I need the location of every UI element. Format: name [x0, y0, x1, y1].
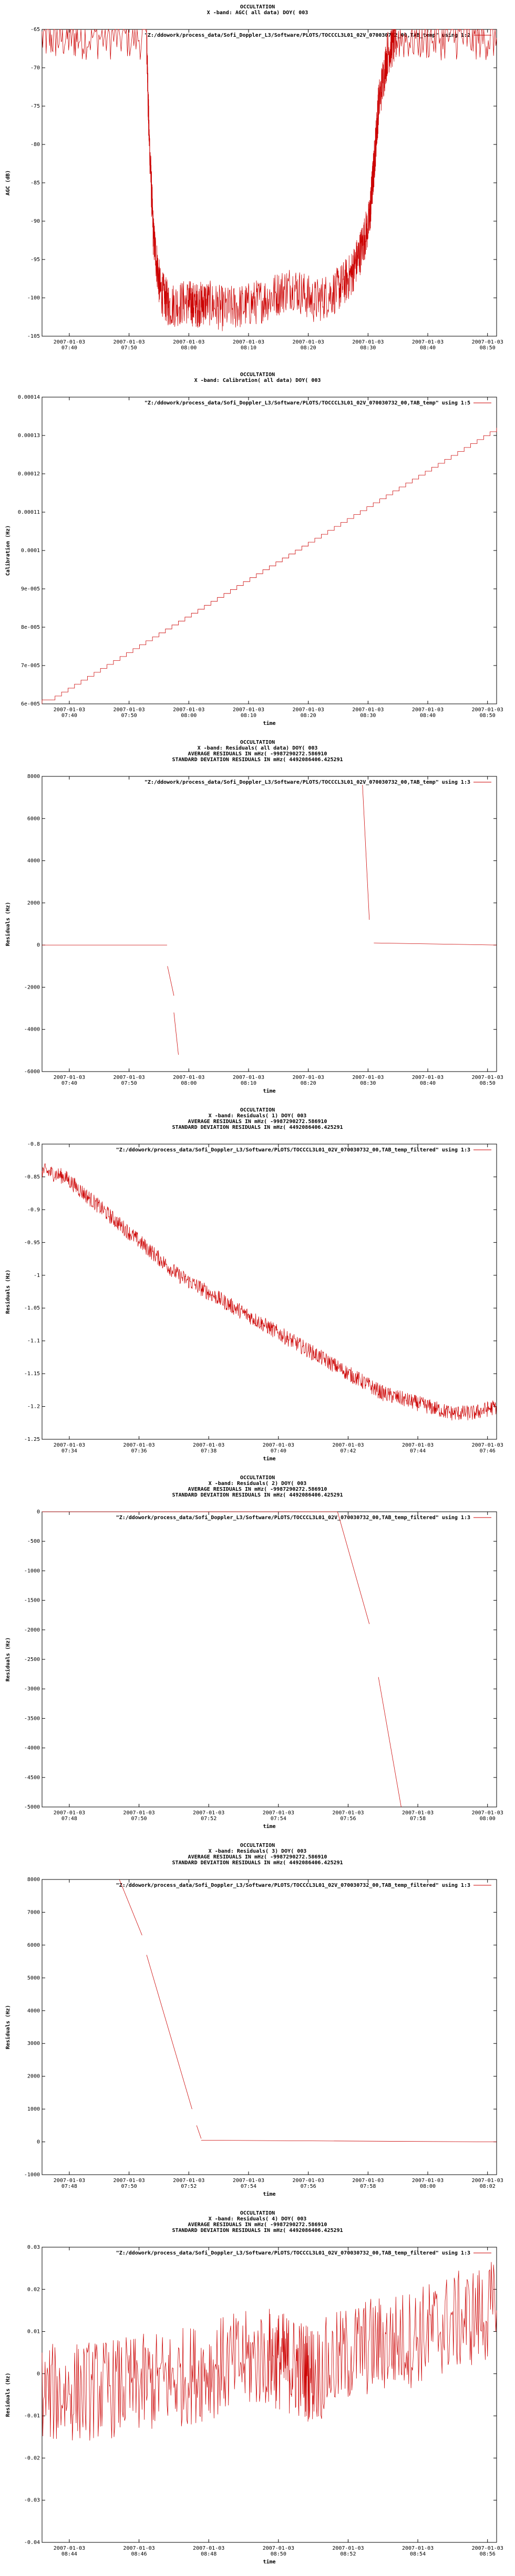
- x-tick-label: 07:40: [61, 713, 77, 719]
- chart-title-line: OCCULTATION: [240, 1843, 275, 1848]
- x-tick-label: 08:40: [419, 345, 436, 351]
- data-series: [42, 1164, 497, 1420]
- y-tick-label: 6000: [27, 1942, 40, 1948]
- y-tick-label: -1: [33, 1272, 40, 1279]
- x-tick-label: 2007-01-03: [53, 707, 86, 713]
- x-tick-label: 2007-01-03: [262, 1442, 294, 1448]
- y-axis-label: Residuals (Hz): [5, 2004, 11, 2050]
- y-tick-label: 0: [36, 942, 40, 949]
- x-tick-label: 08:52: [340, 2551, 356, 2557]
- chart-calibration: [0, 368, 515, 735]
- x-tick-label: 2007-01-03: [401, 1442, 434, 1448]
- x-tick-label: 08:40: [419, 1081, 436, 1086]
- y-tick-label: 0.00012: [17, 471, 40, 477]
- x-tick-label: 2007-01-03: [352, 339, 384, 345]
- chart-title-line: AVERAGE RESIDUALS IN mHz( -9987290272.586910: [188, 751, 327, 757]
- x-tick-label: 2007-01-03: [113, 339, 145, 345]
- y-tick-label: -105: [27, 334, 40, 339]
- chart-svg: [0, 735, 515, 1103]
- y-tick-label: -3000: [24, 1686, 40, 1692]
- x-tick-label: 08:54: [410, 2551, 426, 2557]
- x-tick-label: 08:10: [240, 713, 257, 719]
- y-tick-label: -1.2: [27, 1404, 40, 1410]
- x-tick-label: 2007-01-03: [332, 1810, 364, 1816]
- x-tick-label: 08:46: [131, 2551, 147, 2557]
- x-axis-label: time: [263, 2559, 276, 2565]
- x-tick-label: 07:54: [270, 1816, 286, 1822]
- y-tick-label: 0.02: [27, 2287, 40, 2293]
- plot-frame: [42, 776, 497, 1072]
- y-tick-label: -4000: [24, 1745, 40, 1751]
- legend-label: "Z:/ddowork/process_data/Sofi_Doppler_L3/Software/PLOTS/TOCCCL3L01_02V_070030732_00,TAB_temp" using 1:5: [144, 400, 470, 406]
- x-axis-label: time: [263, 721, 276, 726]
- x-tick-label: 2007-01-03: [471, 707, 503, 713]
- x-tick-label: 2007-01-03: [292, 339, 324, 345]
- data-segment-1: [168, 966, 174, 995]
- y-tick-label: -0.85: [24, 1174, 40, 1180]
- y-tick-label: -2000: [24, 984, 40, 991]
- x-tick-label: 2007-01-03: [411, 1075, 444, 1081]
- x-tick-label: 2007-01-03: [173, 707, 205, 713]
- x-tick-label: 2007-01-03: [262, 2546, 294, 2551]
- y-tick-label: -4500: [24, 1774, 40, 1781]
- x-tick-label: 2007-01-03: [411, 2178, 444, 2184]
- x-tick-label: 07:40: [270, 1448, 286, 1454]
- chart-title-line: STANDARD DEVIATION RESIDUALS IN mHz( 4492086406.425291: [172, 2228, 343, 2234]
- data-segment-2: [174, 1013, 179, 1055]
- chart-title-line: AVERAGE RESIDUALS IN mHz( -9987290272.586910: [188, 2222, 327, 2228]
- x-tick-label: 08:50: [479, 1081, 496, 1086]
- legend-label: "Z:/ddowork/process_data/Sofi_Doppler_L3/Software/PLOTS/TOCCCL3L01_02V_070030732_00,TAB_temp_filtered" using 1:3: [116, 1883, 470, 1888]
- x-tick-label: 2007-01-03: [113, 707, 145, 713]
- x-tick-label: 07:52: [201, 1816, 217, 1822]
- data-series: [42, 2262, 497, 2440]
- x-tick-label: 08:00: [419, 2184, 436, 2189]
- data-segment-3: [201, 2140, 497, 2142]
- x-tick-label: 2007-01-03: [173, 2178, 205, 2184]
- y-tick-label: -90: [30, 219, 40, 224]
- y-tick-label: -65: [30, 27, 40, 33]
- y-tick-label: 0: [36, 2371, 40, 2377]
- y-tick-label: 5000: [27, 1975, 40, 1981]
- x-tick-label: 07:58: [360, 2184, 376, 2189]
- x-tick-label: 08:00: [181, 345, 197, 351]
- data-series: [42, 29, 497, 331]
- x-tick-label: 2007-01-03: [53, 2546, 86, 2551]
- chart-title-line: X -band: Residuals( 2) DOY( 003: [208, 1481, 307, 1487]
- x-tick-label: 08:50: [270, 2551, 286, 2557]
- x-tick-label: 2007-01-03: [53, 1075, 86, 1081]
- x-tick-label: 2007-01-03: [173, 339, 205, 345]
- y-axis-label: Residuals (Hz): [5, 1269, 11, 1314]
- chart-title-line: X -band: Residuals( all data) DOY( 003: [197, 745, 318, 751]
- y-tick-label: -1000: [24, 1568, 40, 1574]
- x-tick-label: 2007-01-03: [471, 2178, 503, 2184]
- x-tick-label: 2007-01-03: [332, 1442, 364, 1448]
- chart-title-line: OCCULTATION: [240, 1475, 275, 1481]
- plot-frame: [42, 1144, 497, 1439]
- y-tick-label: -0.04: [24, 2540, 40, 2546]
- y-tick-label: -2000: [24, 1627, 40, 1633]
- y-axis-label: Residuals (Hz): [5, 1637, 11, 1682]
- plot-frame: [42, 2247, 497, 2542]
- y-tick-label: 0.00013: [17, 433, 40, 439]
- x-tick-label: 2007-01-03: [292, 1075, 324, 1081]
- chart-residuals-all: [0, 735, 515, 1103]
- x-tick-label: 07:56: [340, 1816, 356, 1822]
- chart-svg: [0, 368, 515, 735]
- plot-frame: [42, 29, 497, 336]
- x-tick-label: 2007-01-03: [471, 1810, 503, 1816]
- chart-title-line: STANDARD DEVIATION RESIDUALS IN mHz( 4492086406.425291: [172, 1860, 343, 1866]
- x-axis-label: time: [263, 1824, 276, 1830]
- x-tick-label: 07:56: [300, 2184, 316, 2189]
- chart-title-line: STANDARD DEVIATION RESIDUALS IN mHz( 4492086406.425291: [172, 757, 343, 763]
- x-tick-label: 2007-01-03: [471, 339, 503, 345]
- chart-title-line: X -band: Residuals( 3) DOY( 003: [208, 1848, 307, 1854]
- x-tick-label: 08:56: [479, 2551, 496, 2557]
- y-tick-label: -70: [30, 65, 40, 71]
- chart-residuals-2: [0, 1471, 515, 1838]
- x-tick-label: 07:40: [61, 1081, 77, 1086]
- x-tick-label: 2007-01-03: [113, 2178, 145, 2184]
- chart-title-line: AVERAGE RESIDUALS IN mHz( -9987290272.586910: [188, 1119, 327, 1125]
- x-tick-label: 07:40: [61, 345, 77, 351]
- x-tick-label: 08:00: [181, 713, 197, 719]
- y-tick-label: -1.1: [27, 1338, 40, 1344]
- y-tick-label: -1.05: [24, 1305, 40, 1312]
- x-tick-label: 2007-01-03: [232, 2178, 265, 2184]
- x-tick-label: 2007-01-03: [113, 1075, 145, 1081]
- y-tick-label: -1.15: [24, 1371, 40, 1377]
- y-tick-label: 8e-005: [20, 625, 40, 630]
- y-axis-label: Calibration (Hz): [5, 525, 11, 576]
- x-tick-label: 07:48: [61, 1816, 77, 1822]
- y-tick-label: 4000: [27, 2008, 40, 2014]
- x-tick-label: 08:20: [300, 1081, 316, 1086]
- data-segment-2: [197, 2125, 201, 2138]
- x-tick-label: 2007-01-03: [232, 339, 265, 345]
- x-tick-label: 2007-01-03: [411, 339, 444, 345]
- x-tick-label: 2007-01-03: [471, 1075, 503, 1081]
- legend-label: "Z:/ddowork/process_data/Sofi_Doppler_L3/Software/PLOTS/TOCCCL3L01_02V_070030732_00,TAB_temp" using 1:3: [144, 780, 470, 785]
- chart-title-line: STANDARD DEVIATION RESIDUALS IN mHz( 4492086406.425291: [172, 1125, 343, 1130]
- x-tick-label: 2007-01-03: [53, 339, 86, 345]
- x-tick-label: 2007-01-03: [332, 2546, 364, 2551]
- y-tick-label: 4000: [27, 858, 40, 864]
- y-tick-label: -75: [30, 103, 40, 109]
- y-tick-label: 0.00011: [17, 510, 40, 515]
- x-tick-label: 2007-01-03: [292, 707, 324, 713]
- chart-title-line: AVERAGE RESIDUALS IN mHz( -9987290272.586910: [188, 1487, 327, 1492]
- x-tick-label: 2007-01-03: [193, 2546, 225, 2551]
- x-axis-label: time: [263, 1088, 276, 1094]
- y-tick-label: 7e-005: [20, 663, 40, 669]
- x-tick-label: 08:00: [181, 1081, 197, 1086]
- y-tick-label: -0.01: [24, 2413, 40, 2419]
- x-tick-label: 08:00: [479, 1816, 496, 1822]
- y-tick-label: 2000: [27, 900, 40, 906]
- y-tick-label: 0: [36, 2139, 40, 2145]
- chart-title-line: OCCULTATION: [240, 372, 275, 378]
- x-tick-label: 08:02: [479, 2184, 496, 2189]
- x-tick-label: 2007-01-03: [173, 1075, 205, 1081]
- legend-label: "Z:/ddowork/process_data/Sofi_Doppler_L3/Software/PLOTS/TOCCCL3L01_02V_070030732_00,TAB_temp_filtered" using 1:3: [116, 2250, 470, 2256]
- plot-frame: [42, 397, 497, 704]
- chart-title-line: OCCULTATION: [240, 740, 275, 745]
- x-tick-label: 08:50: [479, 713, 496, 719]
- x-tick-label: 08:20: [300, 345, 316, 351]
- data-segment-1: [337, 1512, 369, 1624]
- y-tick-label: 0.00014: [17, 394, 40, 400]
- x-tick-label: 07:48: [61, 2184, 77, 2189]
- x-axis-label: time: [263, 2191, 276, 2197]
- y-axis-label: Residuals (Hz): [5, 901, 11, 947]
- chart-title-line: OCCULTATION: [240, 1107, 275, 1113]
- x-tick-label: 07:50: [121, 345, 137, 351]
- x-tick-label: 2007-01-03: [53, 1442, 86, 1448]
- x-tick-label: 07:50: [121, 2184, 137, 2189]
- y-tick-label: 9e-005: [20, 586, 40, 592]
- x-tick-label: 08:30: [360, 1081, 376, 1086]
- y-tick-label: -100: [27, 295, 40, 301]
- y-tick-label: -6000: [24, 1069, 40, 1075]
- chart-title-line: STANDARD DEVIATION RESIDUALS IN mHz( 4492086406.425291: [172, 1492, 343, 1498]
- chart-svg: [0, 1471, 515, 1838]
- x-tick-label: 07:58: [410, 1816, 426, 1822]
- x-tick-label: 2007-01-03: [352, 1075, 384, 1081]
- chart-title-line: X -band: Residuals( 4) DOY( 003: [208, 2216, 307, 2222]
- chart-title-line: X -band: Residuals( 1) DOY( 003: [208, 1113, 307, 1119]
- x-tick-label: 07:44: [410, 1448, 426, 1454]
- x-tick-label: 08:30: [360, 345, 376, 351]
- x-tick-label: 2007-01-03: [471, 2546, 503, 2551]
- y-tick-label: -0.02: [24, 2455, 40, 2461]
- y-tick-label: 8000: [27, 1877, 40, 1883]
- legend-label: "Z:/ddowork/process_data/Sofi_Doppler_L3/Software/PLOTS/TOCCCL3L01_02V_070030732_00,TAB_temp" using 1:2: [144, 33, 470, 38]
- chart-svg: [0, 1103, 515, 1471]
- y-tick-label: 0.0001: [20, 548, 40, 554]
- x-tick-label: 08:44: [61, 2551, 77, 2557]
- y-tick-label: 3000: [27, 2041, 40, 2047]
- y-tick-label: 1000: [27, 2106, 40, 2113]
- legend-label: "Z:/ddowork/process_data/Sofi_Doppler_L3/Software/PLOTS/TOCCCL3L01_02V_070030732_00,TAB_temp_filtered" using 1:3: [116, 1515, 470, 1521]
- y-tick-label: -1.25: [24, 1437, 40, 1442]
- x-tick-label: 07:38: [201, 1448, 217, 1454]
- y-tick-label: -500: [27, 1539, 40, 1545]
- x-tick-label: 2007-01-03: [232, 707, 265, 713]
- x-tick-label: 2007-01-03: [53, 1810, 86, 1816]
- chart-residuals-4: [0, 2206, 515, 2574]
- x-tick-label: 2007-01-03: [471, 1442, 503, 1448]
- legend-label: "Z:/ddowork/process_data/Sofi_Doppler_L3/Software/PLOTS/TOCCCL3L01_02V_070030732_00,TAB_temp_filtered" using 1:3: [116, 1147, 470, 1153]
- y-tick-label: -2500: [24, 1657, 40, 1663]
- y-tick-label: 2000: [27, 2073, 40, 2080]
- x-tick-label: 08:10: [240, 1081, 257, 1086]
- x-tick-label: 07:52: [181, 2184, 197, 2189]
- x-tick-label: 2007-01-03: [262, 1810, 294, 1816]
- y-tick-label: -95: [30, 257, 40, 263]
- x-tick-label: 2007-01-03: [411, 707, 444, 713]
- y-tick-label: -85: [30, 180, 40, 186]
- x-tick-label: 2007-01-03: [401, 1810, 434, 1816]
- x-axis-label: time: [263, 1456, 276, 1462]
- chart-svg: [0, 1838, 515, 2206]
- x-tick-label: 08:48: [201, 2551, 217, 2557]
- plot-frame: [42, 1879, 497, 2175]
- chart-residuals-1: [0, 1103, 515, 1471]
- x-tick-label: 2007-01-03: [53, 2178, 86, 2184]
- y-tick-label: 0: [36, 1509, 40, 1515]
- x-tick-label: 08:20: [300, 713, 316, 719]
- data-segment-2: [378, 1677, 401, 1807]
- x-tick-label: 07:34: [61, 1448, 77, 1454]
- x-tick-label: 08:10: [240, 345, 257, 351]
- y-tick-label: 7000: [27, 1909, 40, 1916]
- chart-residuals-3: [0, 1838, 515, 2206]
- x-tick-label: 07:50: [121, 1081, 137, 1086]
- x-tick-label: 08:40: [419, 713, 436, 719]
- chart-title-line: AVERAGE RESIDUALS IN mHz( -9987290272.586910: [188, 1854, 327, 1860]
- y-axis-label: AGC (dB): [5, 170, 11, 196]
- x-tick-label: 2007-01-03: [352, 707, 384, 713]
- x-tick-label: 2007-01-03: [193, 1442, 225, 1448]
- y-tick-label: 0.03: [27, 2245, 40, 2250]
- x-tick-label: 2007-01-03: [292, 2178, 324, 2184]
- x-tick-label: 07:36: [131, 1448, 147, 1454]
- y-tick-label: 8000: [27, 774, 40, 780]
- y-tick-label: -0.03: [24, 2497, 40, 2504]
- x-tick-label: 07:54: [240, 2184, 257, 2189]
- chart-title-line: OCCULTATION: [240, 4, 275, 10]
- y-tick-label: -4000: [24, 1026, 40, 1033]
- x-tick-label: 08:50: [479, 345, 496, 351]
- calibration-series: [42, 428, 497, 704]
- y-tick-label: -1500: [24, 1597, 40, 1604]
- y-tick-label: 6000: [27, 816, 40, 822]
- data-segment-1: [147, 1955, 192, 2110]
- chart-svg: [0, 0, 515, 368]
- y-axis-label: Residuals (Hz): [5, 2372, 11, 2417]
- x-tick-label: 2007-01-03: [401, 2546, 434, 2551]
- x-tick-label: 2007-01-03: [193, 1810, 225, 1816]
- plot-frame: [42, 1512, 497, 1807]
- chart-svg: [0, 2206, 515, 2574]
- chart-title-line: X -band: Calibration( all data) DOY( 003: [194, 378, 321, 383]
- x-tick-label: 07:42: [340, 1448, 356, 1454]
- x-tick-label: 2007-01-03: [232, 1075, 265, 1081]
- x-tick-label: 2007-01-03: [123, 1810, 155, 1816]
- x-tick-label: 2007-01-03: [123, 1442, 155, 1448]
- x-tick-label: 08:30: [360, 713, 376, 719]
- chart-agc: [0, 0, 515, 368]
- x-tick-label: 07:50: [121, 713, 137, 719]
- y-tick-label: -0.9: [27, 1207, 40, 1213]
- y-tick-label: -0.95: [24, 1240, 40, 1246]
- x-tick-label: 2007-01-03: [123, 2546, 155, 2551]
- y-tick-label: -80: [30, 142, 40, 148]
- chart-title-line: OCCULTATION: [240, 2210, 275, 2216]
- y-tick-label: -0.8: [27, 1141, 40, 1147]
- y-tick-label: -5000: [24, 1804, 40, 1810]
- data-segment-4: [374, 943, 497, 945]
- y-tick-label: 6e-005: [20, 701, 40, 707]
- y-tick-label: -1000: [24, 2172, 40, 2178]
- x-tick-label: 2007-01-03: [352, 2178, 384, 2184]
- x-tick-label: 07:50: [131, 1816, 147, 1822]
- x-tick-label: 07:46: [479, 1448, 496, 1454]
- data-segment-3: [363, 785, 369, 920]
- y-tick-label: -3500: [24, 1716, 40, 1722]
- y-tick-label: 0.01: [27, 2329, 40, 2335]
- chart-title-line: X -band: AGC( all data) DOY( 003: [207, 10, 308, 16]
